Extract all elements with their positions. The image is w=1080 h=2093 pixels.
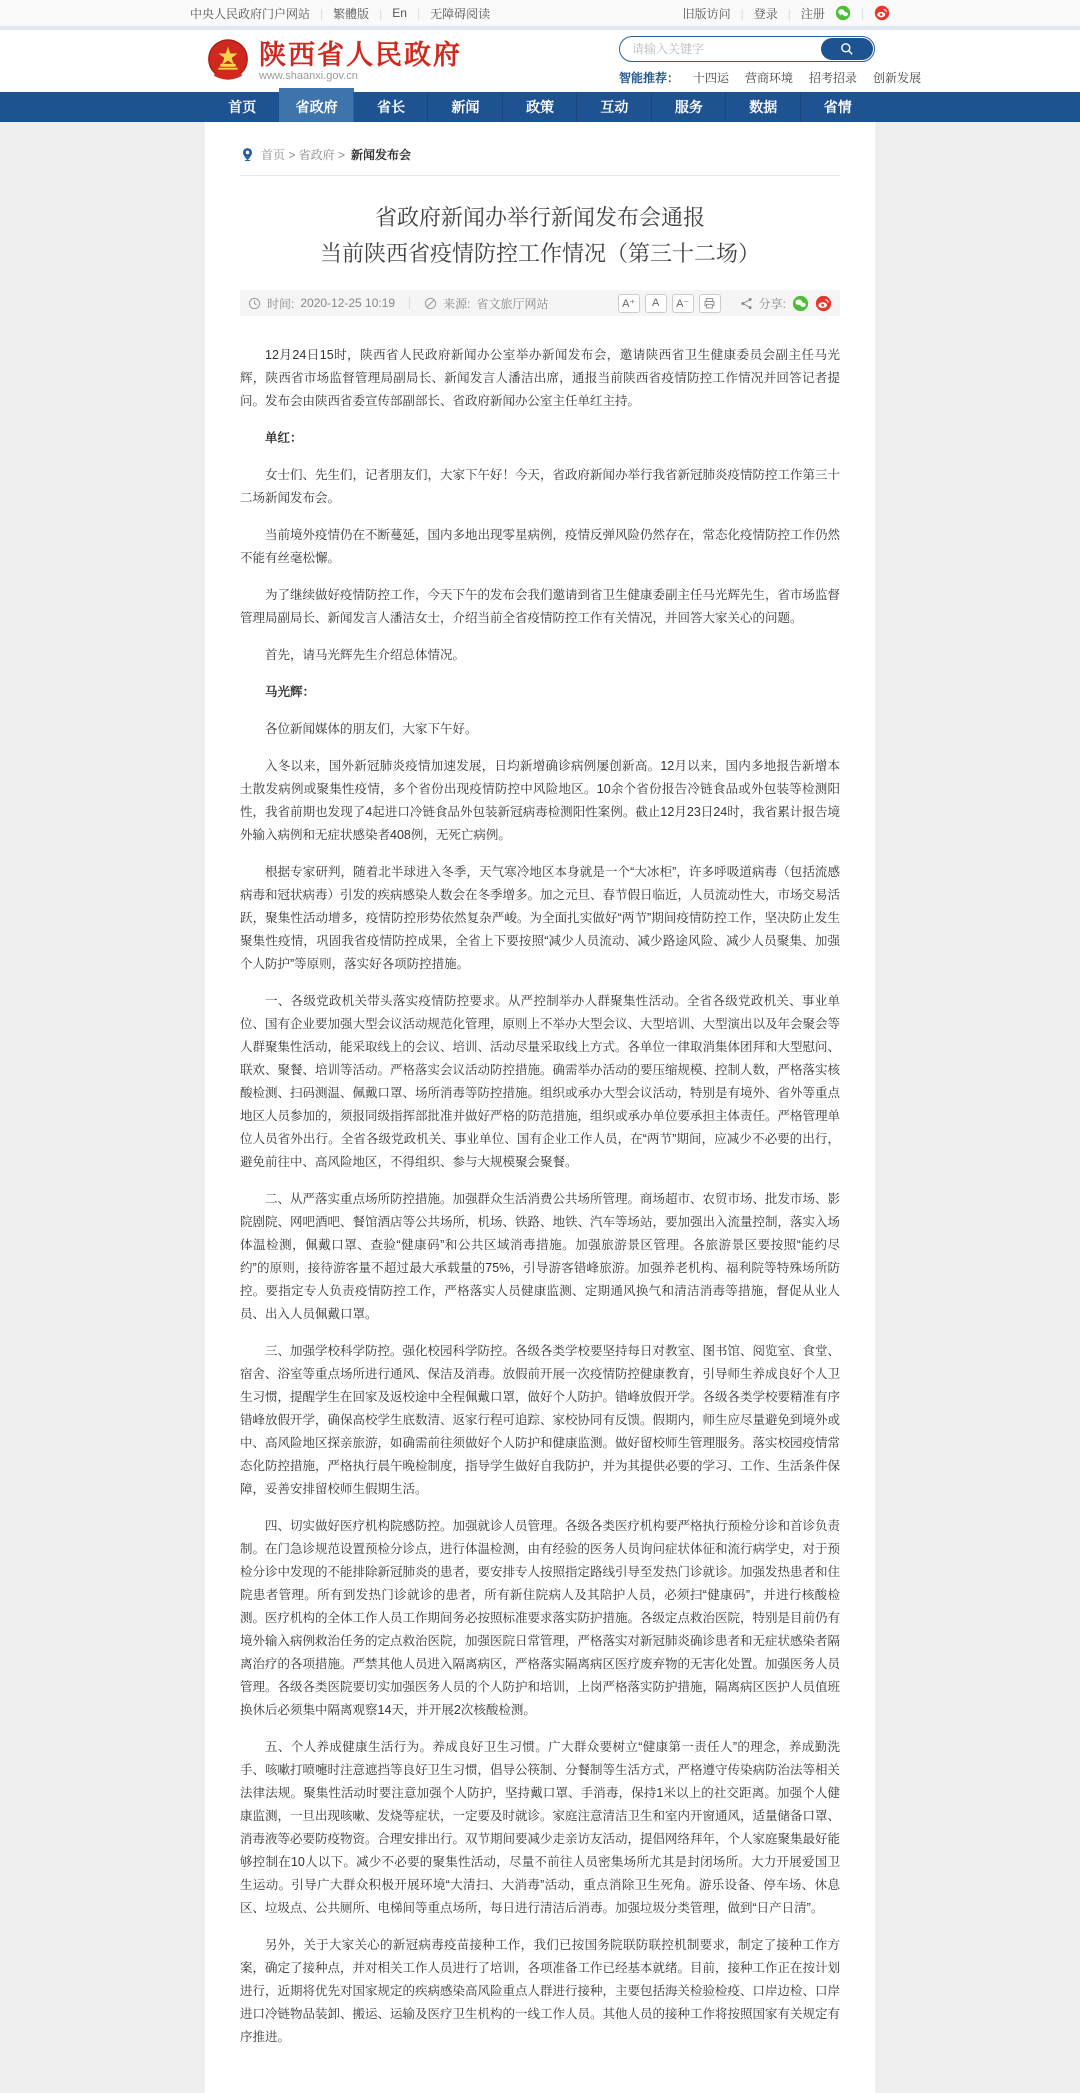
- content-card: [205, 122, 875, 2093]
- search-button[interactable]: [821, 38, 873, 60]
- nav-item[interactable]: 互动: [577, 92, 651, 122]
- topbar-link[interactable]: 中央人民政府门户网站 |: [190, 5, 333, 22]
- share-weibo-icon[interactable]: [815, 295, 832, 312]
- smart-recommend-label: 智能推荐：: [619, 71, 680, 85]
- recommend-link[interactable]: 招考招录: [809, 71, 858, 85]
- nav-item[interactable]: 省长: [354, 92, 428, 122]
- article-paragraph: 入冬以来，国外新冠肺炎疫情加速发展，日均新增确诊病例屡创新高。12月以来，国内多地报告新增本土散发病例或聚集性疫情，多个省份出现疫情防控中风险地区。10余个省份报告冷链食品或外包装等检测阳性，我省前期也发现了4起进口冷链食品外包装新冠病毒检测阳性案例。截止12月23日24时，我省累计报告境外输入病例和无症状感染者408例，无死亡病例。: [240, 759, 840, 842]
- article-paragraph: 首先，请马光辉先生介绍总体情况。: [265, 648, 466, 662]
- breadcrumb-links[interactable]: 首页 > 省政府 >: [261, 148, 346, 162]
- nav-item[interactable]: 省情: [801, 92, 875, 122]
- weibo-icon[interactable]: [874, 5, 890, 21]
- nav-items: [205, 92, 875, 122]
- print-button[interactable]: [699, 294, 721, 313]
- topbar-link[interactable]: 无障碍阅读: [430, 6, 491, 21]
- nav-item[interactable]: 首页: [228, 99, 257, 115]
- topbar-link[interactable]: 旧版访问 |: [683, 5, 754, 22]
- source-label: 来源:: [443, 296, 471, 311]
- breadcrumb-current: 新闻发布会: [351, 148, 412, 162]
- top-bar: [0, 0, 1080, 30]
- topbar-icon-separator: |: [860, 6, 864, 20]
- nav-item[interactable]: 省政府: [279, 88, 353, 122]
- article-paragraph: 女士们、先生们，记者朋友们，大家下午好！今天，省政府新闻办举行我省新冠肺炎疫情防控工作第三十二场新闻发布会。: [240, 468, 841, 505]
- share-nodes-icon: [740, 297, 753, 310]
- font-size-button[interactable]: A⁻: [672, 294, 694, 313]
- article-meta-bar: [240, 290, 840, 316]
- article-paragraph: 根据专家研判，随着北半球进入冬季，天气寒冷地区本身就是一个“大冰柜”，许多呼吸道病毒（包括流感病毒和冠状病毒）引发的疾病感染人数会在冬季增多。加之元旦、春节假日临近，人员流动性大，市场交易活跃，聚集性活动增多，疫情防控形势依然复杂严峻。为全面扎实做好“两节”期间疫情防控工作，坚决防止发生聚集性疫情，巩固我省疫情防控成果，全省上下要按照“减少人员流动、减少路途风险、减少人员聚集、加强个人防护”等原则，落实好各项防控措施。: [240, 865, 841, 971]
- article-paragraph: 各位新闻媒体的朋友们，大家下午好。: [265, 722, 478, 736]
- article-paragraph: 为了继续做好疫情防控工作，今天下午的发布会我们邀请到省卫生健康委副主任马光辉先生，省市场监督管理局副局长、新闻发言人潘洁女士，介绍当前全省疫情防控工作有关情况，并回答大家关心的问题。: [240, 588, 841, 625]
- recommend-link[interactable]: 十四运: [693, 71, 730, 85]
- article-paragraph: 马光辉：: [265, 685, 316, 699]
- recommend-links: [693, 69, 921, 86]
- search-bar: [619, 36, 875, 62]
- site-header: [0, 30, 1080, 92]
- recommend-link[interactable]: 营商环境: [745, 71, 794, 85]
- source-value: 省文旅厅网站: [476, 296, 549, 311]
- clock-icon: [248, 297, 261, 310]
- main-area: [0, 122, 1080, 2093]
- nav-item[interactable]: 服务: [652, 92, 726, 122]
- site-logo[interactable]: [205, 38, 462, 84]
- topbar-left-links: [190, 5, 490, 22]
- breadcrumb: [240, 122, 840, 176]
- page-title-line1: 省政府新闻办举行新闻发布会通报: [374, 205, 705, 230]
- article-paragraph: 当前境外疫情仍在不断蔓延，国内多地出现零星病例，疫情反弹风险仍然存在，常态化疫情防控工作仍然不能有丝毫松懈。: [240, 528, 841, 565]
- page-title-line2: 当前陕西省疫情防控工作情况（第三十二场）: [319, 241, 760, 266]
- article-body: [240, 344, 840, 2049]
- wechat-icon[interactable]: [835, 5, 851, 21]
- recommend-link[interactable]: 创新发展: [873, 71, 922, 85]
- font-size-buttons: [618, 294, 694, 313]
- article-paragraph: 四、切实做好医疗机构院感防控。加强就诊人员管理。各级各类医疗机构要严格执行预检分诊和首诊负责制。在门急诊规范设置预检分诊点，进行体温检测，由有经验的医务人员询问症状体征和流行病学史，对于预检分诊中发现的不能排除新冠肺炎的患者，要安排专人按照指定路线引导至发热门诊就诊。加强发热患者和住院患者管理。所有到发热门诊就诊的患者，所有新住院病人及其陪护人员，必须扫“健康码”，并进行核酸检测。医疗机构的全体工作人员工作期间务必按照标准要求落实防护措施。各级定点救治医院，特别是目前仍有境外输入病例救治任务的定点救治医院，加强医院日常管理，严格落实对新冠肺炎确诊患者和无症状感染者隔离治疗的各项措施。严禁其他人员进入隔离病区，严格落实隔离病区医疗废弃物的无害化处置。加强医务人员管理。各级各类医院要切实加强医务人员的个人防护和培训，上岗严格落实防护措施，隔离病区医护人员值班换休后必须集中隔离观察14天，并开展2次核酸检测。: [240, 1519, 841, 1717]
- topbar-link[interactable]: 登录 |: [754, 5, 801, 22]
- time-value: 2020-12-25 10:19: [300, 296, 396, 310]
- font-size-button[interactable]: A⁺: [618, 294, 640, 313]
- article-paragraph: 一、各级党政机关带头落实疫情防控要求。从严控制举办人群聚集性活动。全省各级党政机关、事业单位、国有企业要加强大型会议活动规范化管理，原则上不举办大型会议、大型培训、大型演出以及年会聚会等人群聚集性活动，能采取线上的会议、培训、活动尽量采取线上方式。各单位一律取消集体团拜和大型慰问、联欢、聚餐、培训等活动。严格落实会议活动防控措施。确需举办活动的要压缩规模、控制人数，严格落实核酸检测、扫码测温、佩戴口罩、场所消毒等防控措施。组织或承办大型会议活动，特别是有境外、省外等重点地区人员参加的，须报同级指挥部批准并做好严格的防范措施，组织或承办单位要承担主体责任。严格管理单位人员省外出行。全省各级党政机关、事业单位、国有企业工作人员，在“两节”期间，应减少不必要的出行，避免前往中、高风险地区，不得组织、参与大规模聚会聚餐。: [240, 994, 841, 1169]
- nav-item[interactable]: 新闻: [428, 92, 502, 122]
- nav-item[interactable]: 数据: [726, 92, 800, 122]
- topbar-link[interactable]: En |: [392, 6, 430, 20]
- nav-item[interactable]: 政策: [503, 92, 577, 122]
- topbar-right-links: [683, 5, 825, 22]
- location-pin-icon: [240, 147, 255, 162]
- meta-divider: [409, 297, 410, 309]
- article-paragraph: 另外，关于大家关心的新冠病毒疫苗接种工作，我们已按国务院联防联控机制要求，制定了接种工作方案，确定了接种点，并对相关工作人员进行了培训，各项准备工作已经基本就绪。目前，接种工作正在按计划进行，近期将优先对国家规定的疾病感染高风险重点人群进行接种，主要包括海关检验检疫、口岸边检、口岸进口冷链物品装卸、搬运、运输及医疗卫生机构的一线工作人员。其他人员的接种工作将按照国家有关规定有序推进。: [240, 1938, 841, 2044]
- site-url: www.shaanxi.gov.cn: [259, 69, 358, 82]
- main-nav: [0, 92, 1080, 122]
- site-name: 陕西省人民政府: [259, 39, 462, 70]
- topbar-link[interactable]: 注册: [800, 6, 825, 21]
- topbar-link[interactable]: 繁體版 |: [333, 5, 392, 22]
- search-icon: [839, 41, 855, 57]
- printer-icon: [703, 297, 716, 310]
- font-size-button[interactable]: A: [645, 294, 667, 313]
- article-paragraph: 五、个人养成健康生活行为。养成良好卫生习惯。广大群众要树立“健康第一责任人”的理念，养成勤洗手、咳嗽打喷嚏时注意遮挡等良好卫生习惯，倡导公筷制、分餐制等生活方式，严格遵守传染病防治法等相关法律法规。聚集性活动时要注意加强个人防护，坚持戴口罩、手消毒，保持1米以上的社交距离。加强个人健康监测，一旦出现咳嗽、发烧等症状，一定要及时就诊。家庭注意清洁卫生和室内开窗通风，适量储备口罩、消毒液等必要防疫物资。合理安排出行。双节期间要减少走亲访友活动，提倡网络拜年，个人家庭聚集最好能够控制在10人以下。减少不必要的聚集性活动，尽量不前往人员密集场所尤其是封闭场所。大力开展爱国卫生运动。引导广大群众积极开展环境“大清扫、大消毒”活动，重点消除卫生死角。游乐设备、停车场、休息区、垃圾点、公共厕所、电梯间等重点场所，每日进行清洁后消毒。加强垃圾分类管理，做到“日产日清”。: [240, 1740, 841, 1915]
- source-icon: [424, 297, 437, 310]
- time-label: 时间:: [267, 296, 295, 311]
- share-label: 分享:: [758, 296, 786, 311]
- search-input[interactable]: [632, 38, 812, 60]
- page-title: [240, 200, 840, 272]
- article-paragraph: 二、从严落实重点场所防控措施。加强群众生活消费公共场所管理。商场超市、农贸市场、批发市场、影院剧院、网吧酒吧、餐馆酒店等公共场所，机场、铁路、地铁、汽车等场站，要加强出入流量控制，落实入场体温检测，佩戴口罩、查验“健康码”和公共区域消毒措施。加强旅游景区管理。各旅游景区要按照“能约尽约”的原则，接待游客量不超过最大承载量的75%，引导游客错峰旅游。加强养老机构、福利院等特殊场所防控。要指定专人负责疫情防控工作，严格落实人员健康监测、定期通风换气和清洁消毒等措施，督促从业人员、出入人员佩戴口罩。: [240, 1192, 841, 1321]
- national-emblem-icon: [205, 38, 251, 84]
- article-paragraph: 单红：: [265, 431, 303, 445]
- article-paragraph: 三、加强学校科学防控。强化校园科学防控。各级各类学校要坚持每日对教室、图书馆、阅览室、食堂、宿舍、浴室等重点场所进行通风、保洁及消毒。放假前开展一次疫情防控健康教育，引导师生养成良好个人卫生习惯，提醒学生在回家及返校途中全程佩戴口罩，做好个人防护。错峰放假开学。各级各类学校要精准有序错峰放假开学，确保高校学生底数清、返家行程可追踪、家校协同有反馈。假期内，师生应尽量避免到境外或中、高风险地区探亲旅游，如确需前往须做好个人防护和健康监测。做好留校师生管理服务。落实校园疫情常态化防控措施，严格执行晨午晚检制度，指导学生做好自我防护，并为其提供必要的学习、工作、生活条件保障，妥善安排留校师生假期生活。: [240, 1344, 841, 1496]
- article-paragraph: 12月24日15时，陕西省人民政府新闻办公室举办新闻发布会，邀请陕西省卫生健康委员会副主任马光辉，陕西省市场监督管理局副局长、新闻发言人潘洁出席，通报当前陕西省疫情防控工作情况并回答记者提问。发布会由陕西省委宣传部副部长、省政府新闻办公室主任单红主持。: [240, 348, 840, 408]
- share-wechat-icon[interactable]: [792, 295, 809, 312]
